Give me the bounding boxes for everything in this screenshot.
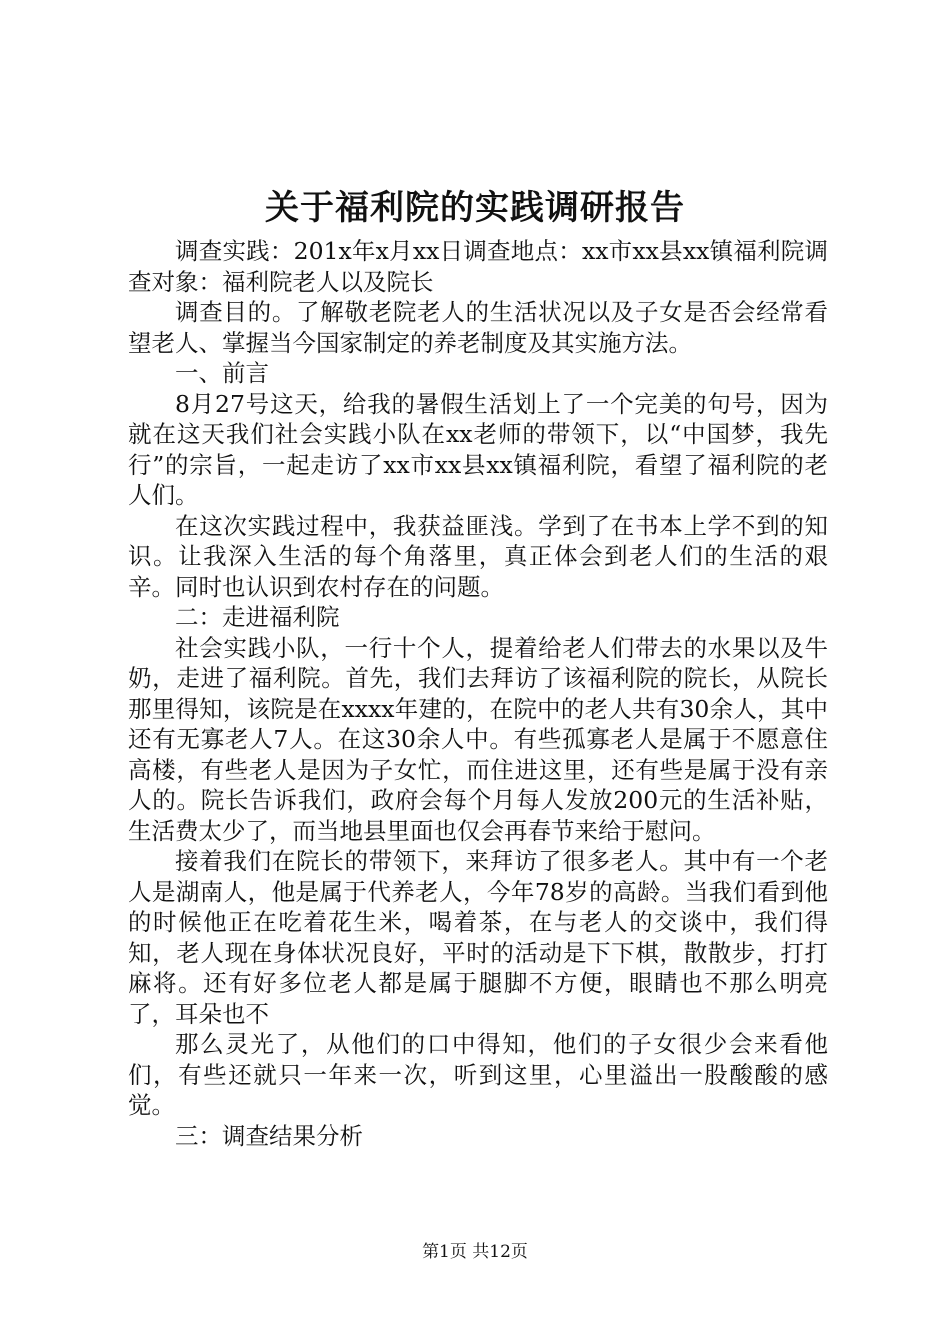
page-footer: 第1页 共12页 xyxy=(422,1242,528,1262)
section-heading-analysis: 三：调查结果分析 xyxy=(175,1121,363,1150)
paragraph-preface-2: 在这次实践过程中，我获益匪浅。学到了在书本上学不到的知识。让我深入生活的每个角落里，真正体会到老人们的生活的艰辛。同时也认识到农村存在的问题。 xyxy=(128,511,828,601)
paragraph-survey-purpose: 调查目的。了解敬老院老人的生活状况以及子女是否会经常看望老人、掌握当今国家制定的养老制度及其实施方法。 xyxy=(128,298,828,357)
paragraph-visit-1: 社会实践小队，一行十个人，提着给老人们带去的水果以及牛奶，走进了福利院。首先，我们去拜访了该福利院的院长，从院长那里得知，该院是在xxxx年建的，在院中的老人共有30余人，其中还有无寡老人7人。在这30余人中。有些孤寡老人是属于不愿意住高楼，有些老人是因为子女忙，而住进这里，还有些是属于没有亲人的。院长告诉我们，政府会每个月每人发放200元的生活补贴，生活费太少了，而当地县里面也仅会再春节来给于慰问。 xyxy=(128,633,828,845)
paragraph-preface-1: 8月27号这天，给我的暑假生活划上了一个完美的句号，因为就在这天我们社会实践小队在xx老师的带领下，以“中国梦，我先行”的宗旨，一起走访了xx市xx县xx镇福利院，看望了福利院的老人们。 xyxy=(128,389,828,509)
section-heading-preface: 一、前言 xyxy=(175,359,269,387)
section-heading-visit: 二：走进福利院 xyxy=(175,603,340,631)
paragraph-visit-2: 接着我们在院长的带领下，来拜访了很多老人。其中有一个老人是湖南人，他是属于代养老人，今年78岁的高龄。当我们看到他的时候他正在吃着花生米，喝着茶，在与老人的交谈中，我们得知，老人现在身体状况良好，平时的活动是下下棋，散散步，打打麻将。还有好多位老人都是属于腿脚不方便，眼睛也不那么明亮了，耳朵也不 xyxy=(128,847,828,1028)
document-title: 关于福利院的实践调研报告 xyxy=(265,188,685,228)
paragraph-visit-3: 那么灵光了，从他们的口中得知，他们的子女很少会来看他们，有些还就只一年来一次，听到这里，心里溢出一股酸酸的感觉。 xyxy=(128,1030,828,1119)
document-body xyxy=(128,236,828,1151)
paragraph-survey-info: 调查实践：201x年x月xx日调查地点：xx市xx县xx镇福利院调查对象：福利院老人以及院长 xyxy=(128,237,828,296)
